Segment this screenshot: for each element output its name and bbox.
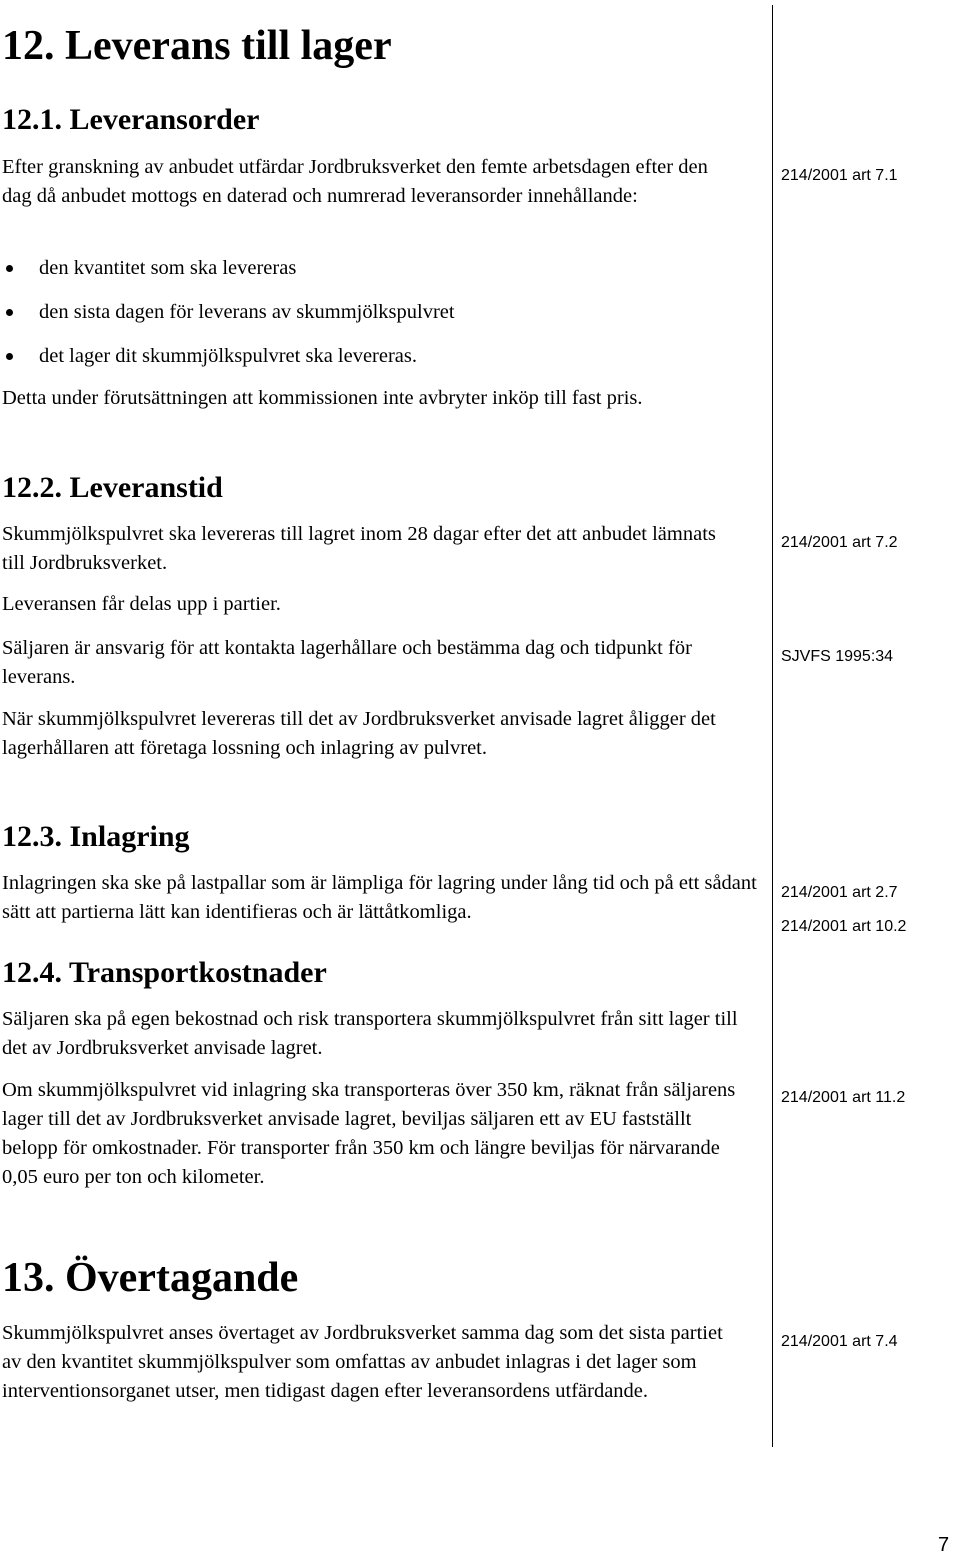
leveranstid-p3: Säljaren är ansvarig för att kontakta lagerhållare och bestämma dag och tidpunkt för leverans. (2, 637, 692, 688)
transportkostnader-p1: Säljaren ska på egen bekostnad och risk transportera skummjölkspulvret från sitt lager till det av Jordbruksverket anvisade lagret. (2, 1008, 738, 1059)
section-12-4-heading: 12.4. Transportkostnader (2, 956, 327, 989)
ref-art-11-2: 214/2001 art 11.2 (781, 1089, 906, 1106)
page-number: 7 (938, 1534, 950, 1556)
ref-art-7-4: 214/2001 art 7.4 (781, 1333, 898, 1350)
section-12-2-heading: 12.2. Leveranstid (2, 471, 223, 504)
list-item-text: det lager dit skummjölkspulvret ska levereras. (39, 345, 418, 367)
list-item-text: den kvantitet som ska levereras (39, 257, 297, 279)
ref-art-7-2: 214/2001 art 7.2 (781, 534, 898, 551)
list-item (6, 298, 746, 327)
section-13-title: 13. Övertagande (2, 1255, 299, 1301)
leveransorder-intro: Efter granskning av anbudet utfärdar Jordbruksverket den femte arbetsdagen efter den dag då anbudet mottogs en daterad och numrerad leveransorder innehållande: (2, 156, 708, 207)
ref-sjvfs-1995-34: SJVFS 1995:34 (781, 648, 894, 665)
bullet-icon (6, 309, 13, 316)
transportkostnader-p2: Om skummjölkspulvret vid inlagring ska transporteras över 350 km, räknat från säljarens lager till det av Jordbruksverket anvisade lagret, beviljas säljaren ett av EU fastställt belopp för omkostnader. För transporter från 350 km och längre beviljas för närvarande 0,05 euro per ton och kilometer. (2, 1079, 736, 1188)
margin-divider-line (772, 5, 773, 1447)
ref-art-2-7: 214/2001 art 2.7 (781, 884, 898, 901)
section-12-1-heading: 12.1. Leveransorder (2, 103, 260, 136)
ref-art-10-2: 214/2001 art 10.2 (781, 918, 907, 935)
overtagande-p1: Skummjölkspulvret anses övertaget av Jordbruksverket samma dag som det sista partiet av den kvantitet skummjölkspulver som omfattas av anbudet inlagras i det lager som interventionsorganet utser, men tidigast dagen efter leveransordens utfärdande. (2, 1322, 723, 1402)
bullet-icon (6, 353, 13, 360)
list-item-text: den sista dagen för leverans av skummjölkspulvret (39, 301, 455, 323)
leveranstid-p1: Skummjölkspulvret ska levereras till lagret inom 28 dagar efter det att anbudet lämnats till Jordbruksverket. (2, 523, 716, 574)
bullet-icon (6, 265, 13, 272)
inlagring-p1: Inlagringen ska ske på lastpallar som är lämpliga för lagring under lång tid och på ett sådant sätt att partierna lätt kan identifieras och är lättåtkomliga. (2, 872, 757, 923)
leveranstid-p4: När skummjölkspulvret levereras till det av Jordbruksverket anvisade lagret åligger det lagerhållaren att företaga lossning och inlagring av pulvret. (2, 708, 716, 759)
leveransorder-condition: Detta under förutsättningen att kommissionen inte avbryter inköp till fast pris. (2, 387, 643, 409)
leveranstid-p2: Leveransen får delas upp i partier. (2, 593, 281, 615)
section-12-title: 12. Leverans till lager (2, 23, 392, 69)
ref-art-7-1: 214/2001 art 7.1 (781, 167, 898, 184)
list-item (6, 342, 746, 371)
list-item (6, 254, 746, 283)
section-12-3-heading: 12.3. Inlagring (2, 820, 190, 853)
